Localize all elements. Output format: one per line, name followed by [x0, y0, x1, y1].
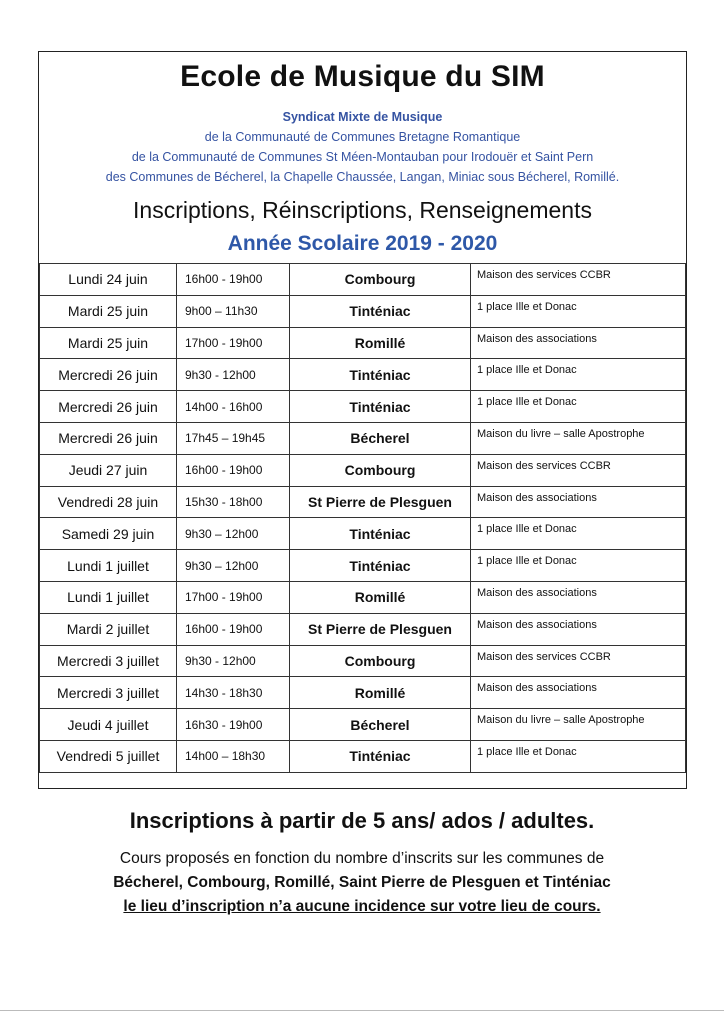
cell-place: 1 place Ille et Donac [471, 295, 686, 327]
schedule-frame [38, 51, 687, 789]
cell-place: Maison des associations [471, 677, 686, 709]
cell-place: Maison des services CCBR [471, 264, 686, 296]
cell-town: Combourg [290, 645, 471, 677]
cell-day: Lundi 1 juillet [40, 581, 177, 613]
cell-time: 9h30 - 12h00 [177, 359, 290, 391]
table-row [40, 740, 686, 772]
cell-place: 1 place Ille et Donac [471, 359, 686, 391]
cell-time: 9h00 – 11h30 [177, 295, 290, 327]
cell-town: Combourg [290, 264, 471, 296]
cell-time: 9h30 – 12h00 [177, 550, 290, 582]
table-row [40, 645, 686, 677]
cell-day: Mardi 25 juin [40, 327, 177, 359]
cell-day: Mercredi 26 juin [40, 391, 177, 423]
cell-day: Mardi 25 juin [40, 295, 177, 327]
table-row [40, 550, 686, 582]
cell-day: Mercredi 3 juillet [40, 645, 177, 677]
cell-time: 16h30 - 19h00 [177, 709, 290, 741]
cell-town: Tinténiac [290, 391, 471, 423]
table-row [40, 454, 686, 486]
footer-line-1: Cours proposés en fonction du nombre d’inscrits sur les communes de [119, 850, 605, 867]
cell-place: 1 place Ille et Donac [471, 391, 686, 423]
cell-time: 17h45 – 19h45 [177, 422, 290, 454]
table-row [40, 422, 686, 454]
table-row [40, 709, 686, 741]
school-year: Année Scolaire 2019 - 2020 [227, 232, 498, 255]
organization-name: Syndicat Mixte de Musique [282, 110, 443, 124]
cell-town: Tinténiac [290, 518, 471, 550]
cell-town: Romillé [290, 327, 471, 359]
cell-place: Maison des associations [471, 613, 686, 645]
cell-place: 1 place Ille et Donac [471, 518, 686, 550]
cell-town: Combourg [290, 454, 471, 486]
table-row [40, 677, 686, 709]
cell-town: Bécherel [290, 709, 471, 741]
cell-time: 9h30 - 12h00 [177, 645, 290, 677]
cell-day: Lundi 24 juin [40, 264, 177, 296]
cell-place: Maison du livre – salle Apostrophe [471, 422, 686, 454]
table-row [40, 613, 686, 645]
footer-line-3-text: le lieu d’inscription n’a aucune incidence sur votre lieu de cours. [123, 898, 601, 915]
section-heading: Inscriptions, Réinscriptions, Renseignements [133, 197, 592, 223]
cell-town: Tinténiac [290, 359, 471, 391]
cell-place: Maison des associations [471, 486, 686, 518]
footer-line-3 [0, 898, 724, 916]
cell-day: Samedi 29 juin [40, 518, 177, 550]
organization-line-3: des Communes de Bécherel, la Chapelle Chaussée, Langan, Miniac sous Bécherel, Romillé. [105, 170, 620, 184]
cell-place: 1 place Ille et Donac [471, 550, 686, 582]
cell-place: 1 place Ille et Donac [471, 740, 686, 772]
table-row [40, 581, 686, 613]
cell-time: 17h00 - 19h00 [177, 581, 290, 613]
table-row [40, 391, 686, 423]
cell-place: Maison des services CCBR [471, 454, 686, 486]
cell-town: Romillé [290, 581, 471, 613]
cell-place: Maison des associations [471, 327, 686, 359]
cell-town: Tinténiac [290, 295, 471, 327]
footer-title: Inscriptions à partir de 5 ans/ ados / adultes. [129, 808, 595, 833]
scan-edge-line [0, 1010, 724, 1011]
cell-day: Mercredi 3 juillet [40, 677, 177, 709]
cell-day: Jeudi 27 juin [40, 454, 177, 486]
cell-town: Tinténiac [290, 740, 471, 772]
cell-day: Vendredi 5 juillet [40, 740, 177, 772]
cell-time: 16h00 - 19h00 [177, 613, 290, 645]
cell-day: Mercredi 26 juin [40, 422, 177, 454]
cell-time: 14h00 - 16h00 [177, 391, 290, 423]
schedule-table [39, 263, 686, 773]
cell-day: Lundi 1 juillet [40, 550, 177, 582]
cell-place: Maison du livre – salle Apostrophe [471, 709, 686, 741]
footer-line-2: Bécherel, Combourg, Romillé, Saint Pierre de Plesguen et Tinténiac [113, 874, 611, 891]
cell-day: Mardi 2 juillet [40, 613, 177, 645]
table-row [40, 486, 686, 518]
organization-line-1: de la Communauté de Communes Bretagne Romantique [204, 130, 521, 144]
table-row [40, 295, 686, 327]
cell-place: Maison des services CCBR [471, 645, 686, 677]
cell-town: Romillé [290, 677, 471, 709]
page-title: Ecole de Musique du SIM [180, 60, 545, 93]
cell-time: 15h30 - 18h00 [177, 486, 290, 518]
cell-time: 17h00 - 19h00 [177, 327, 290, 359]
cell-day: Vendredi 28 juin [40, 486, 177, 518]
cell-town: Tinténiac [290, 550, 471, 582]
table-row [40, 359, 686, 391]
cell-town: Bécherel [290, 422, 471, 454]
cell-town: St Pierre de Plesguen [290, 613, 471, 645]
cell-town: St Pierre de Plesguen [290, 486, 471, 518]
cell-time: 16h00 - 19h00 [177, 454, 290, 486]
organization-line-2: de la Communauté de Communes St Méen-Montauban pour Irodouër et Saint Pern [131, 150, 594, 164]
cell-time: 14h30 - 18h30 [177, 677, 290, 709]
cell-day: Jeudi 4 juillet [40, 709, 177, 741]
table-row [40, 264, 686, 296]
table-row [40, 327, 686, 359]
cell-time: 14h00 – 18h30 [177, 740, 290, 772]
cell-day: Mercredi 26 juin [40, 359, 177, 391]
cell-time: 9h30 – 12h00 [177, 518, 290, 550]
cell-time: 16h00 - 19h00 [177, 264, 290, 296]
cell-place: Maison des associations [471, 581, 686, 613]
table-row [40, 518, 686, 550]
